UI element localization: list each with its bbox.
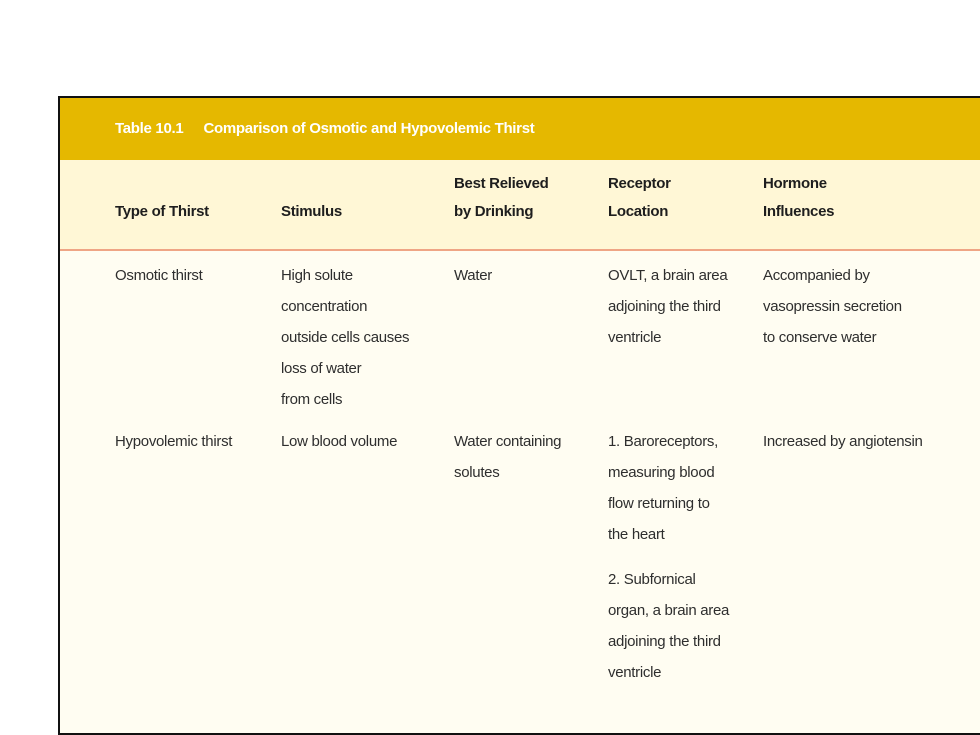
table-title-bar (60, 98, 980, 160)
column-header-type-of-thirst (115, 198, 209, 226)
cell-paragraph (608, 426, 729, 550)
cell-stimulus (281, 426, 397, 457)
column-header-stimulus (281, 198, 342, 226)
cell-line: Hypovolemic thirst (115, 433, 233, 450)
column-header-line: by Drinking (454, 203, 534, 220)
cell-line: the heart (608, 526, 665, 543)
cell-type-of-thirst (115, 426, 232, 457)
cell-receptor-location (608, 426, 729, 688)
cell-stimulus (281, 260, 409, 415)
column-header-line: Influences (763, 203, 835, 220)
cell-line: adjoining the third (608, 633, 721, 650)
cell-line: adjoining the third (608, 298, 721, 315)
cell-hormone-influences (763, 260, 902, 353)
table-title: Comparison of Osmotic and Hypovolemic Thirst (203, 120, 535, 137)
table-number: Table 10.1 (115, 120, 184, 137)
column-header-line: Receptor (608, 175, 671, 192)
table-frame (58, 96, 980, 735)
column-header-best-relieved (454, 170, 548, 226)
column-header-line: Hormone (763, 175, 827, 192)
cell-line: Osmotic thirst (115, 267, 203, 284)
cell-line: Water containing (454, 433, 562, 450)
cell-line: OVLT, a brain area (608, 267, 728, 284)
cell-line: organ, a brain area (608, 602, 730, 619)
cell-line: Accompanied by (763, 267, 870, 284)
cell-hormone-influences (763, 426, 923, 457)
cell-line: flow returning to (608, 495, 710, 512)
cell-line: ventricle (608, 329, 662, 346)
cell-line: Increased by angiotensin (763, 433, 923, 450)
cell-paragraph (608, 260, 727, 353)
cell-type-of-thirst (115, 260, 202, 291)
column-header-line: Location (608, 203, 669, 220)
cell-line: to conserve water (763, 329, 877, 346)
cell-line: measuring blood (608, 464, 715, 481)
cell-line: concentration (281, 298, 368, 315)
cell-receptor-location (608, 260, 727, 353)
column-header-hormone-influences (763, 170, 834, 226)
cell-line: 1. Baroreceptors, (608, 433, 718, 450)
cell-line: outside cells causes (281, 329, 410, 346)
cell-best-relieved (454, 426, 561, 488)
cell-line: ventricle (608, 664, 662, 681)
cell-line: from cells (281, 391, 343, 408)
table-body (60, 251, 980, 733)
cell-paragraph (608, 564, 729, 688)
cell-line: High solute (281, 267, 353, 284)
cell-line: Low blood volume (281, 433, 398, 450)
cell-line: Water (454, 267, 492, 284)
cell-best-relieved (454, 260, 492, 291)
column-header-line: Type of Thirst (115, 203, 209, 220)
cell-line: loss of water (281, 360, 362, 377)
cell-line: 2. Subfornical (608, 571, 696, 588)
cell-line: solutes (454, 464, 500, 481)
column-header-row (60, 160, 980, 251)
column-header-line: Best Relieved (454, 175, 549, 192)
cell-line: vasopressin secretion (763, 298, 902, 315)
column-header-receptor-location (608, 170, 671, 226)
column-header-line: Stimulus (281, 203, 342, 220)
